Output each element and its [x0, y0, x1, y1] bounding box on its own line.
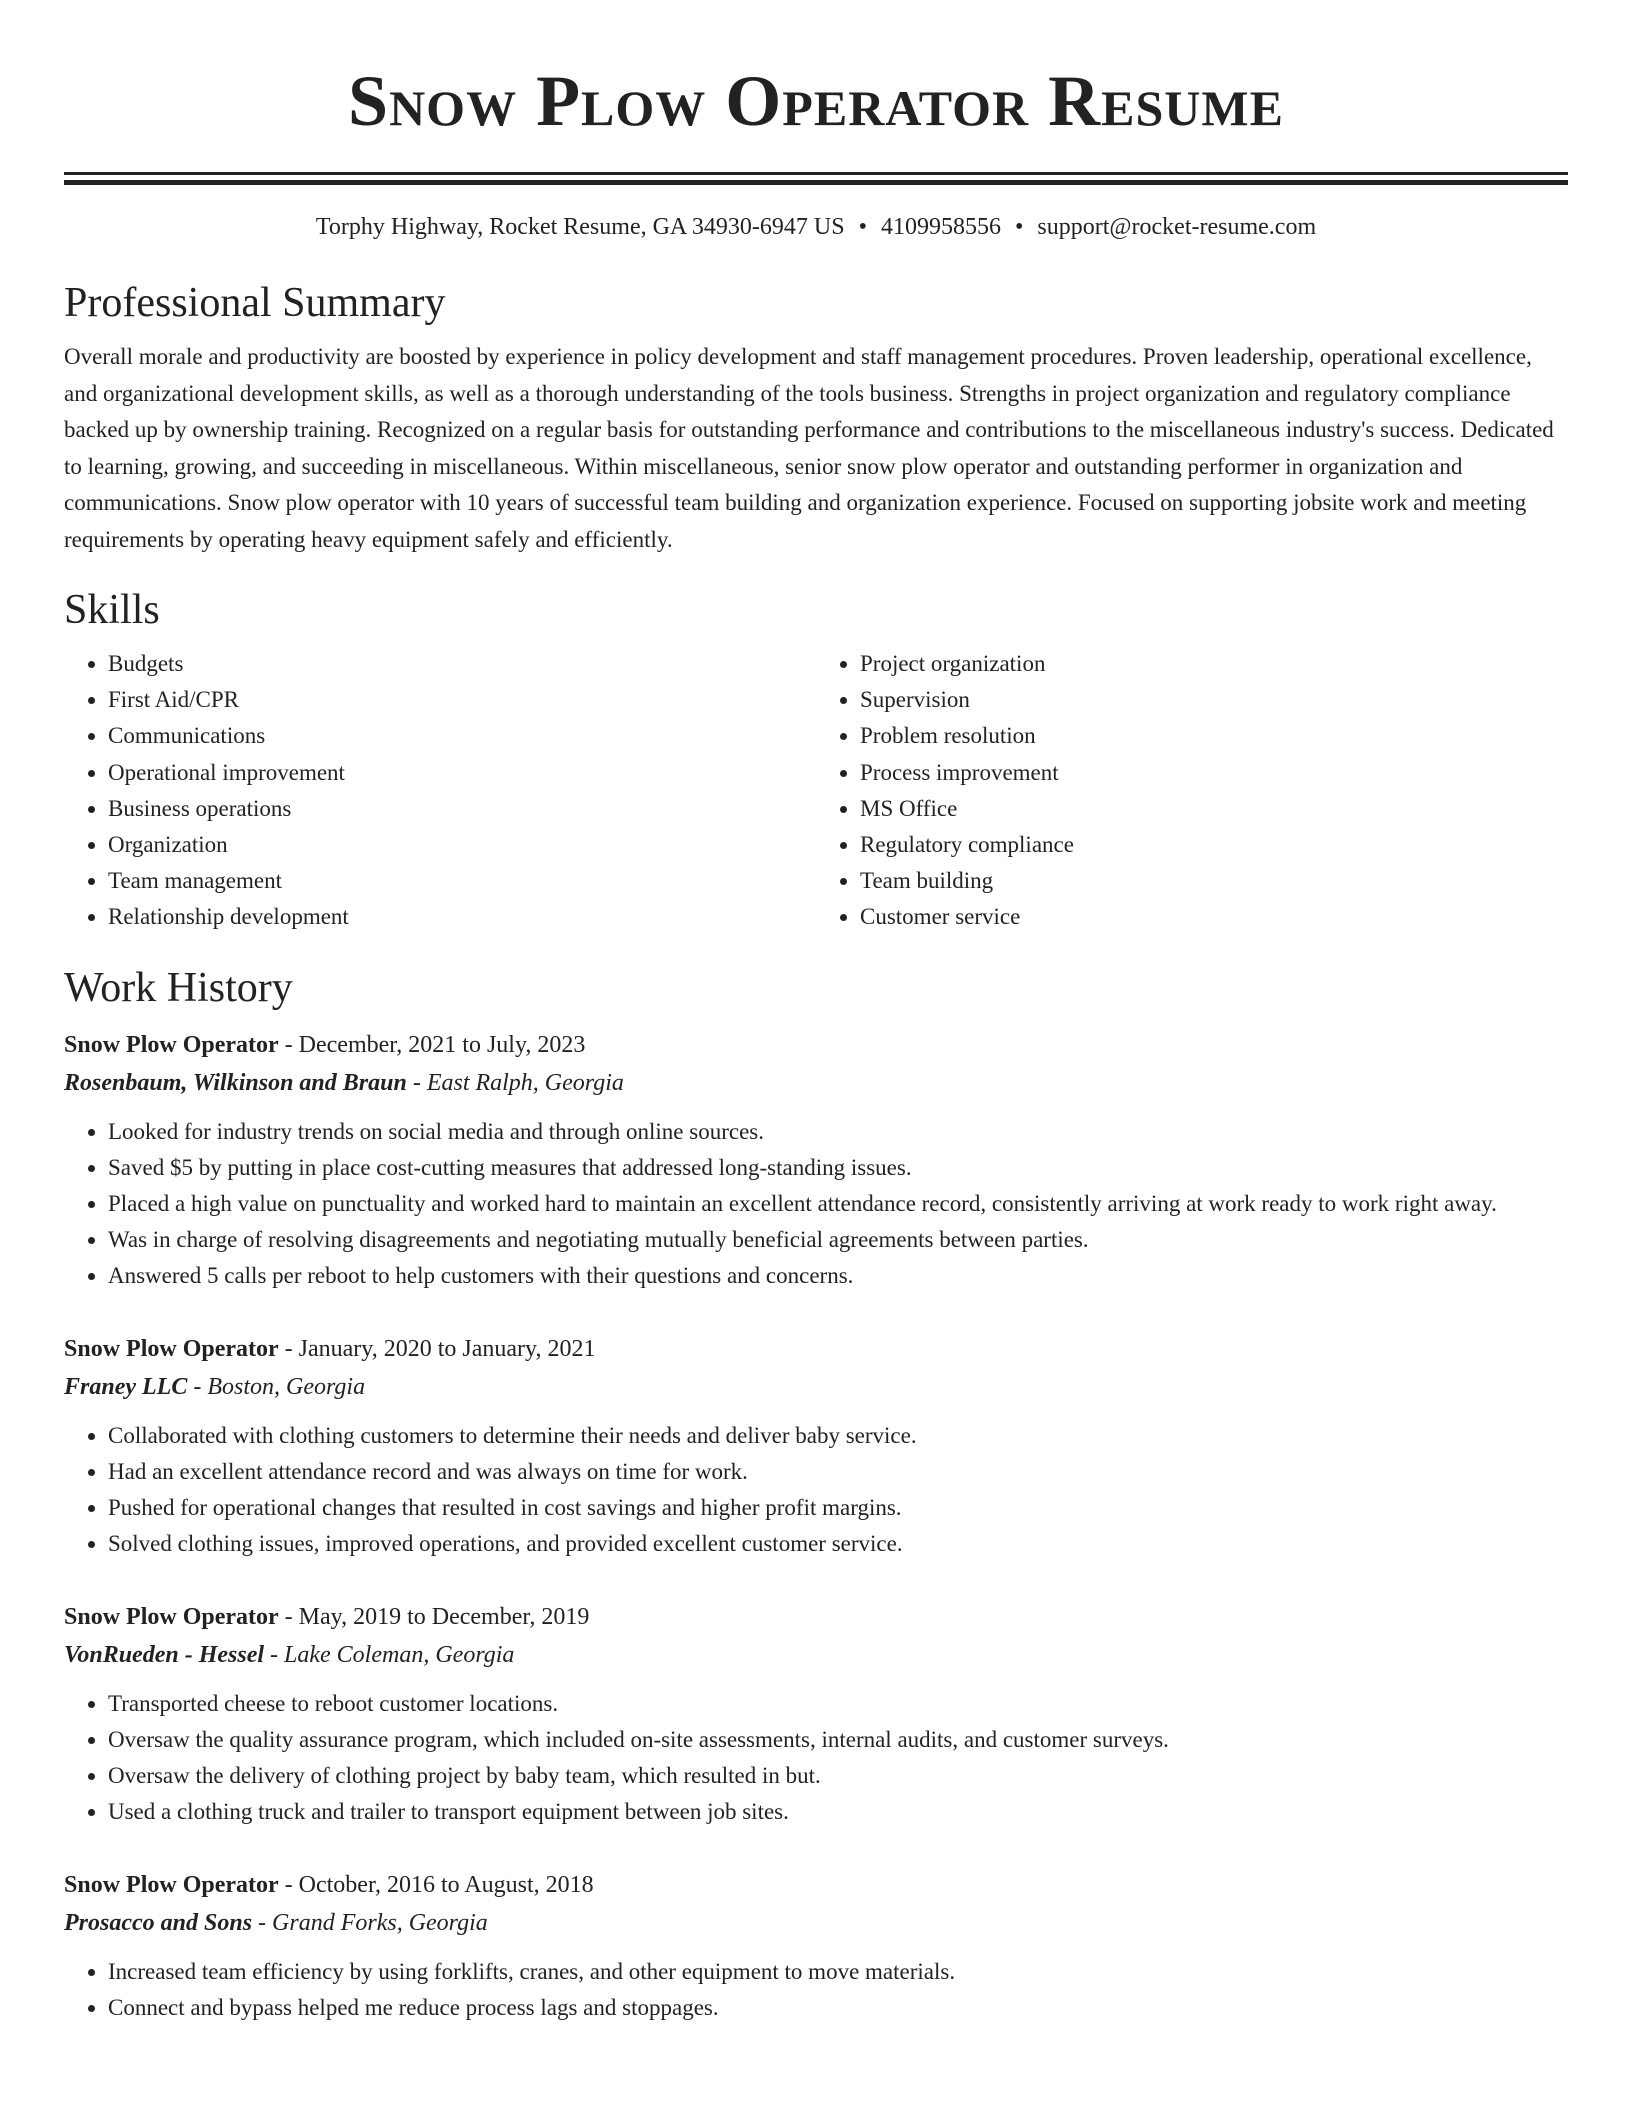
job-bullet: • Used a clothing truck and trailer to transport equipment between job sites.	[108, 1794, 1568, 1830]
skill-item: • Regulatory compliance	[860, 827, 1568, 863]
skill-item: • Supervision	[860, 682, 1568, 718]
contact-email: support@rocket-resume.com	[1037, 214, 1317, 240]
job-title: Snow Plow Operator	[64, 1871, 279, 1898]
job-company: VonRueden - Hessel	[64, 1641, 265, 1668]
skill-item: • Project organization	[860, 646, 1568, 682]
job-entry	[64, 1026, 1568, 1294]
job-dates: October, 2016 to August, 2018	[298, 1871, 594, 1898]
job-bullets	[64, 1686, 1568, 1830]
skill-item: • Operational improvement	[108, 755, 816, 791]
job-company-line: Franey LLC - Boston, Georgia	[64, 1373, 366, 1400]
job-title-line: Snow Plow Operator - December, 2021 to July, 2023	[64, 1031, 586, 1058]
skill-item: • Organization	[108, 827, 816, 863]
skill-item: • Communications	[108, 718, 816, 754]
contact-separator: •	[858, 214, 868, 240]
job-bullet: • Oversaw the quality assurance program, which included on-site assessments, internal audits, and customer surveys.	[108, 1722, 1568, 1758]
skill-item: • Customer service	[860, 899, 1568, 935]
skill-item: • Team management	[108, 863, 816, 899]
job-title-line: Snow Plow Operator - January, 2020 to January, 2021	[64, 1335, 596, 1362]
job-dates: May, 2019 to December, 2019	[298, 1603, 590, 1630]
skills-heading: Skills	[64, 587, 160, 633]
job-bullet: • Saved $5 by putting in place cost-cutting measures that addressed long-standing issues.	[108, 1150, 1568, 1186]
job-title: Snow Plow Operator	[64, 1603, 279, 1630]
job-bullet: • Placed a high value on punctuality and worked hard to maintain an excellent attendance record, consistently arriving at work ready to work right away.	[108, 1186, 1568, 1222]
job-bullet: • Oversaw the delivery of clothing project by baby team, which resulted in but.	[108, 1758, 1568, 1794]
job-bullet: • Was in charge of resolving disagreements and negotiating mutually beneficial agreements between parties.	[108, 1222, 1568, 1258]
job-bullet: • Transported cheese to reboot customer locations.	[108, 1686, 1568, 1722]
job-location: East Ralph, Georgia	[426, 1069, 624, 1096]
job-company: Prosacco and Sons	[64, 1909, 253, 1936]
job-bullets	[64, 1954, 1568, 2026]
contact-line	[64, 211, 1568, 243]
job-dates: January, 2020 to January, 2021	[298, 1335, 596, 1362]
job-dates: December, 2021 to July, 2023	[298, 1031, 586, 1058]
job-title: Snow Plow Operator	[64, 1335, 279, 1362]
skill-item: • First Aid/CPR	[108, 682, 816, 718]
skill-item: • Problem resolution	[860, 718, 1568, 754]
resume-title: Snow Plow Operator Resume	[348, 61, 1284, 141]
skills-column-right	[816, 646, 1568, 936]
job-company: Franey LLC	[64, 1373, 188, 1400]
job-location: Grand Forks, Georgia	[272, 1909, 488, 1936]
skill-item: • Business operations	[108, 791, 816, 827]
job-bullets	[64, 1114, 1568, 1294]
job-company-line: VonRueden - Hessel - Lake Coleman, Georgia	[64, 1641, 515, 1668]
job-entry	[64, 1866, 1568, 2026]
job-title-line: Snow Plow Operator - October, 2016 to August, 2018	[64, 1871, 594, 1898]
skill-item: • Process improvement	[860, 755, 1568, 791]
skill-item: • MS Office	[860, 791, 1568, 827]
job-company: Rosenbaum, Wilkinson and Braun	[64, 1069, 407, 1096]
title-divider	[64, 172, 1568, 185]
job-location: Lake Coleman, Georgia	[284, 1641, 515, 1668]
job-title: Snow Plow Operator	[64, 1031, 279, 1058]
job-entry	[64, 1598, 1568, 1830]
job-bullet: • Looked for industry trends on social media and through online sources.	[108, 1114, 1568, 1150]
summary-heading: Professional Summary	[64, 280, 446, 326]
job-location: Boston, Georgia	[207, 1373, 366, 1400]
job-bullet: • Pushed for operational changes that resulted in cost savings and higher profit margins.	[108, 1490, 1568, 1526]
job-company-line: Prosacco and Sons - Grand Forks, Georgia	[64, 1909, 488, 1936]
skills-column-left	[64, 646, 816, 936]
contact-separator: •	[1015, 214, 1024, 240]
job-bullet: • Connect and bypass helped me reduce process lags and stoppages.	[108, 1990, 1568, 2026]
contact-address: Torphy Highway, Rocket Resume, GA 34930-6947 US	[315, 214, 845, 240]
job-bullet: • Answered 5 calls per reboot to help customers with their questions and concerns.	[108, 1258, 1568, 1294]
job-title-line: Snow Plow Operator - May, 2019 to December, 2019	[64, 1603, 590, 1630]
job-entry	[64, 1330, 1568, 1562]
job-bullet: • Solved clothing issues, improved operations, and provided excellent customer service.	[108, 1526, 1568, 1562]
job-bullets	[64, 1418, 1568, 1562]
skill-item: • Budgets	[108, 646, 816, 682]
summary-text: Overall morale and productivity are boosted by experience in policy development and staff management procedures. Proven leadership, operational excellence, and organizational development skills, as well as a thorough understanding of the tools business. Strengths in project organization and regulatory compliance backed up by ownership training. Recognized on a regular basis for outstanding performance and contributions to the miscellaneous industry's success. Dedicated to learning, growing, and succeeding in miscellaneous. Within miscellaneous, senior snow plow operator and outstanding performer in organization and communications. Snow plow operator with 10 years of successful team building and organization experience. Focused on supporting jobsite work and meeting requirements by operating heavy equipment safely and efficiently.	[64, 344, 1554, 552]
job-bullet: • Collaborated with clothing customers to determine their needs and deliver baby service.	[108, 1418, 1568, 1454]
contact-phone: 4109958556	[881, 214, 1002, 240]
work-history-heading: Work History	[64, 964, 293, 1011]
job-bullet: • Increased team efficiency by using forklifts, cranes, and other equipment to move materials.	[108, 1954, 1568, 1990]
job-company-line: Rosenbaum, Wilkinson and Braun - East Ralph, Georgia	[64, 1069, 624, 1096]
job-bullet: • Had an excellent attendance record and was always on time for work.	[108, 1454, 1568, 1490]
skills-list	[64, 646, 1568, 936]
skill-item: • Team building	[860, 863, 1568, 899]
skill-item: • Relationship development	[108, 899, 816, 935]
